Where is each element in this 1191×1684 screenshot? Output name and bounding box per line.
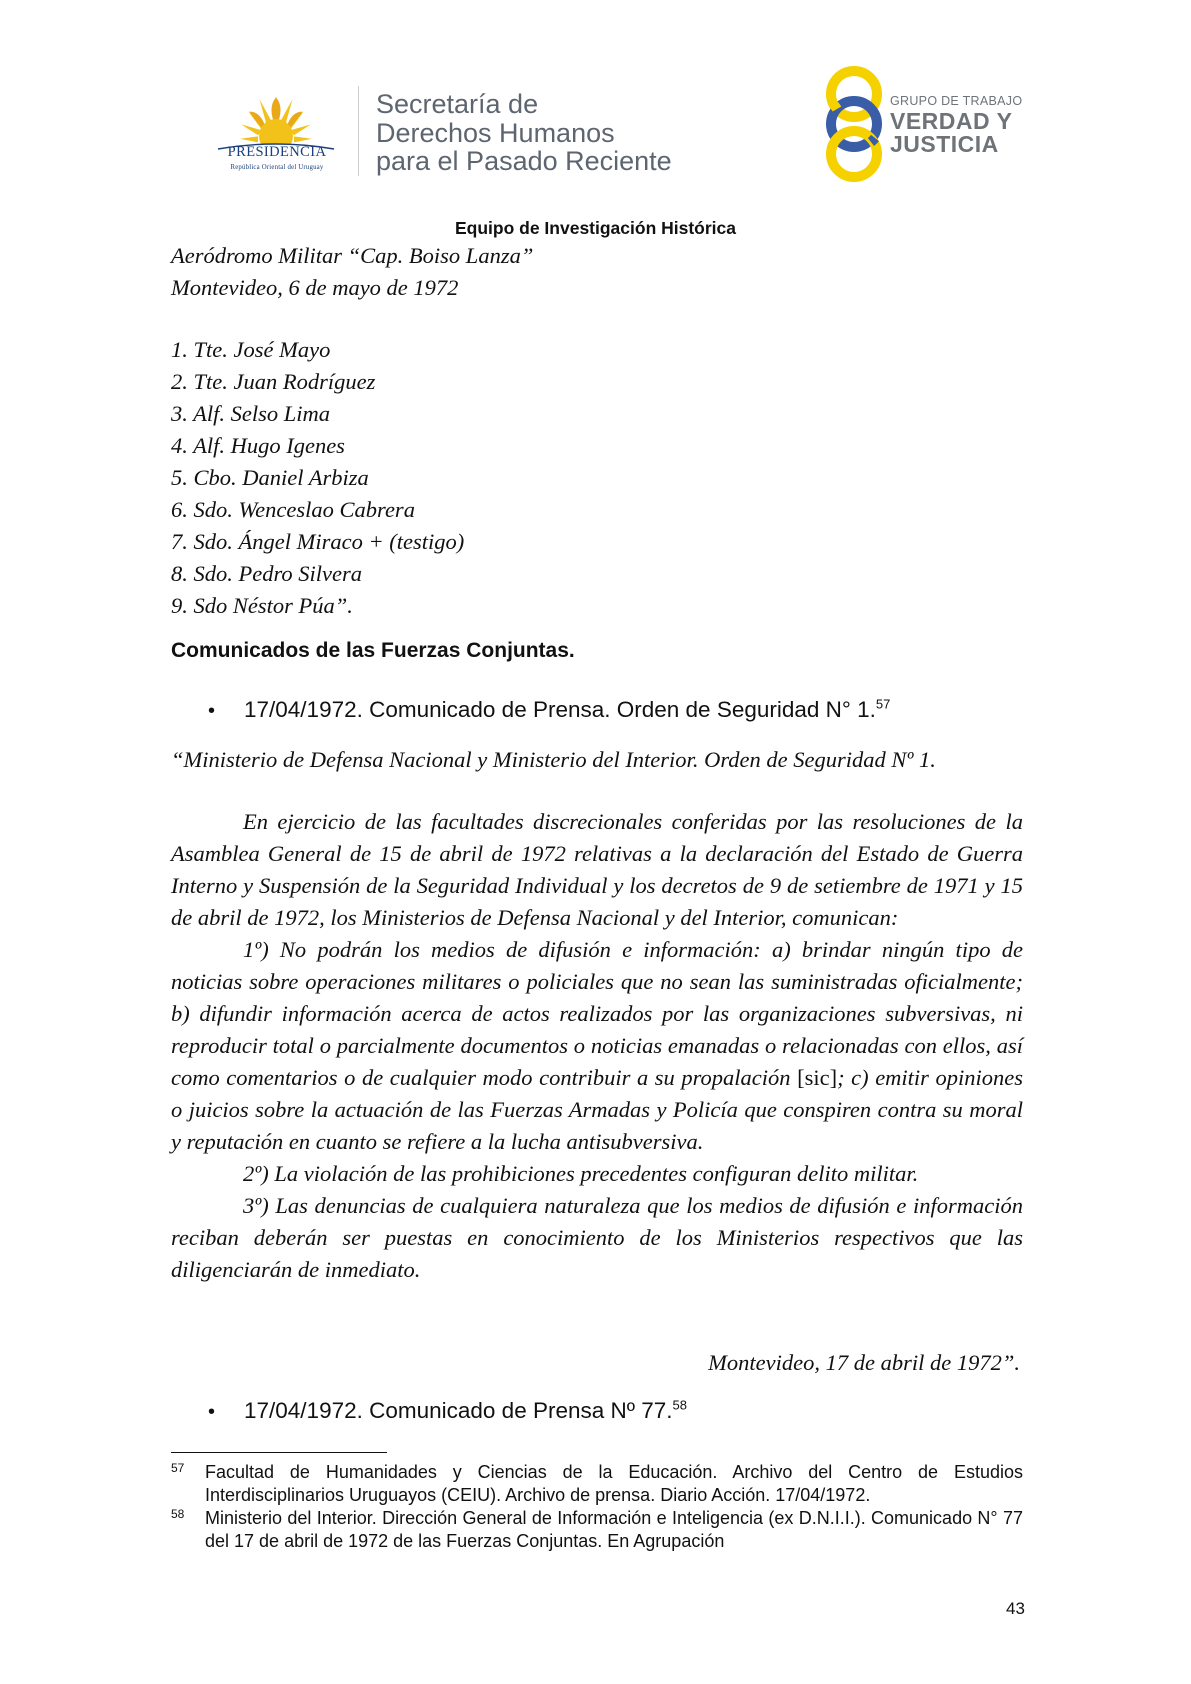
list-item: 5. Cbo. Daniel Arbiza xyxy=(171,465,369,490)
quote-body xyxy=(171,806,1023,1286)
bullet-item xyxy=(244,1398,687,1424)
list-item: 6. Sdo. Wenceslao Cabrera xyxy=(171,497,415,522)
list-item: 3. Alf. Selso Lima xyxy=(171,401,330,426)
presidencia-name: PRESIDENCIA xyxy=(227,144,327,160)
gtvj-line-3: JUSTICIA xyxy=(890,131,999,157)
team-title: Equipo de Investigación Histórica xyxy=(454,218,737,238)
bullet-text: 17/04/1972. Comunicado de Prensa Nº 77. xyxy=(244,1398,673,1423)
footnote-text xyxy=(205,1461,1023,1507)
personnel-list xyxy=(171,334,464,622)
quote-item-2: 2º) La violación de las prohibiciones precedentes configuran delito militar. xyxy=(243,1161,919,1186)
bullet-marker: • xyxy=(208,1401,216,1423)
footnote-number: 57 xyxy=(171,1461,185,1475)
footnote-number: 58 xyxy=(171,1507,185,1521)
gtvj-line-1: GRUPO DE TRABAJO xyxy=(890,94,1023,108)
secretaria-line-2: Derechos Humanos xyxy=(376,118,615,148)
quote-title: “Ministerio de Defensa Nacional y Ministerio del Interior. Orden de Seguridad Nº 1. xyxy=(171,747,936,772)
letter-place: Aeródromo Militar “Cap. Boiso Lanza” xyxy=(171,243,534,268)
quote-item-1 xyxy=(171,934,1023,1158)
quote-item-3: 3º) Las denuncias de cualquiera naturaleza que los medios de difusión e información reciban deberán ser puestas en conocimiento de los Ministerios respectivos que las diligenciarán de inmediato. xyxy=(171,1193,1023,1282)
section-heading: Comunicados de las Fuerzas Conjuntas. xyxy=(171,639,575,662)
footnote-57-text: Facultad de Humanidades y Ciencias de la Educación. Archivo del Centro de Estudios Interdisciplinarios Uruguayos (CEIU). Archivo de prensa. Diario Acción. 17/04/1972. xyxy=(205,1462,1023,1505)
list-item: 9. Sdo Néstor Púa”. xyxy=(171,593,353,618)
letter-date: Montevideo, 6 de mayo de 1972 xyxy=(171,275,459,300)
header-divider xyxy=(358,86,359,176)
footnote-separator xyxy=(171,1452,387,1453)
page-number: 43 xyxy=(1006,1599,1025,1618)
bullet-item xyxy=(244,697,890,723)
presidencia-sun-logo-icon xyxy=(196,84,356,176)
footnote-58-text: Ministerio del Interior. Dirección General de Información e Inteligencia (ex D.N.I.I.). Comunicado N° 77 del 17 de abril de 1972 de las Fuerzas Conjuntas. En Agrupación xyxy=(205,1508,1023,1551)
gtvj-line-2: VERDAD Y xyxy=(890,108,1013,134)
quote-item-1-rest: ; c) emitir opiniones o juicios sobre la actuación de las Fuerzas Armadas y Policía que conspiren contra su moral y reputación en cuanto se refiere a la lucha antisubversiva. xyxy=(171,1065,1024,1154)
list-item: 1. Tte. José Mayo xyxy=(171,337,331,362)
quote-item-1-text: 1º) No podrán los medios de difusión e información: a) brindar ningún tipo de noticias sobre operaciones militares o policiales que no sean las suministradas oficialmente; b) difundir información acerca de actos realizados por las organizaciones subversivas, ni reproducir total o parcialmente documentos o noticias emanadas o relacionadas con ellos, así como comentarios o de cualquier modo contribuir a su propalación xyxy=(171,937,1023,1090)
quote-place-date: Montevideo, 17 de abril de 1972”. xyxy=(708,1350,1020,1375)
sic-mark: [sic] xyxy=(797,1065,838,1090)
quote-intro: En ejercicio de las facultades discrecionales conferidas por las resoluciones de la Asamblea General de 15 de abril de 1972 relativas a la declaración del Estado de Guerra Interno y Suspensión de la Seguridad Individual y los decretos de 9 de setiembre de 1971 y 15 de abril de 1972, los Ministerios de Defensa Nacional y del Interior, comunican: xyxy=(171,809,1023,930)
footnote-ref[interactable]: 58 xyxy=(672,1397,687,1413)
presidencia-subtitle: República Oriental del Uruguay xyxy=(230,164,324,171)
bullet-text: 17/04/1972. Comunicado de Prensa. Orden de Seguridad N° 1. xyxy=(244,697,876,722)
list-item: 7. Sdo. Ángel Miraco + (testigo) xyxy=(171,529,465,554)
footnote-ref[interactable]: 57 xyxy=(875,696,891,712)
secretaria-line-3: para el Pasado Reciente xyxy=(376,146,672,176)
footnote-text xyxy=(205,1507,1023,1553)
list-item: 2. Tte. Juan Rodríguez xyxy=(171,369,376,394)
list-item: 8. Sdo. Pedro Silvera xyxy=(171,561,363,586)
list-item: 4. Alf. Hugo Igenes xyxy=(171,433,345,458)
bullet-marker: • xyxy=(208,700,216,722)
verdad-justicia-rings-logo-icon xyxy=(812,62,902,186)
secretaria-line-1: Secretaría de xyxy=(376,89,539,119)
